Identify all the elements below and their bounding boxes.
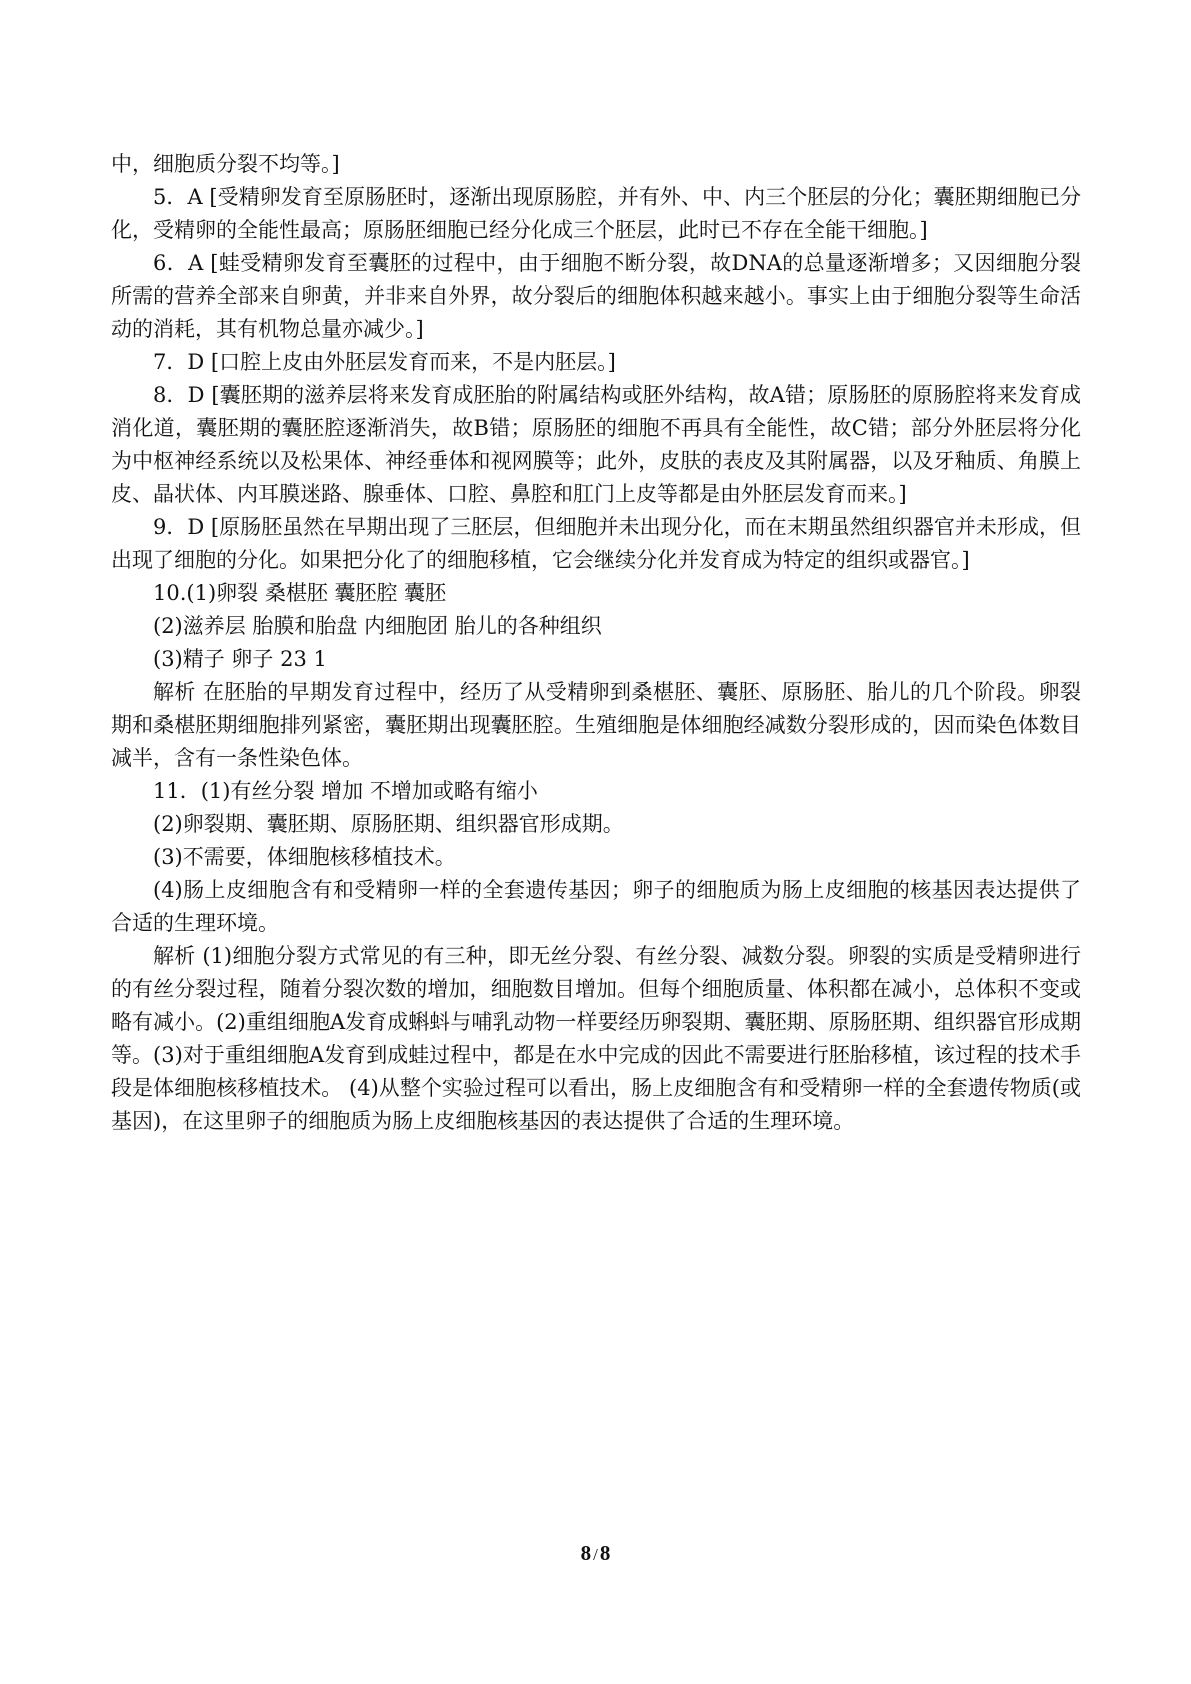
answer-10-part-3: (3)精子 卵子 23 1 xyxy=(153,647,327,671)
answer-10-part-1: 10.(1)卵裂 桑椹胚 囊胚腔 囊胚 xyxy=(153,581,447,605)
answer-7: 7．D [口腔上皮由外胚层发育而来，不是内胚层。] xyxy=(153,350,616,374)
answer-5: 5．A [受精卵发育至原肠胚时，逐渐出现原肠腔，并有外、中、内三个胚层的分化；囊胚期细胞已分化，受精卵的全能性最高；原肠胚细胞已经分化成三个胚层，此时已不存在全能干细胞。] xyxy=(111,185,1082,242)
answer-11-part-1: 11．(1)有丝分裂 增加 不增加或略有缩小 xyxy=(153,779,538,803)
answer-10-part-2: (2)滋养层 胎膜和胎盘 内细胞团 胎儿的各种组织 xyxy=(153,614,602,638)
answer-6: 6．A [蛙受精卵发育至囊胚的过程中，由于细胞不断分裂，故DNA的总量逐渐增多；又因细胞分裂所需的营养全部来自卵黄，并非来自外界，故分裂后的细胞体积越来越小。事实上由于细胞分裂等生命活动的消耗，其有机物总量亦减少。] xyxy=(111,251,1081,341)
answer-8: 8．D [囊胚期的滋养层将来发育成胚胎的附属结构或胚外结构，故A错；原肠胚的原肠腔将来发育成消化道，囊胚期的囊胚腔逐渐消失，故B错；原肠胚的细胞不再具有全能性，故C错；部分外胚层将分化为中枢神经系统以及松果体、神经垂体和视网膜等；此外，皮肤的表皮及其附属器，以及牙釉质、角膜上皮、晶状体、内耳膜迷路、腺垂体、口腔、鼻腔和肛门上皮等都是由外胚层发育而来。] xyxy=(111,383,1081,506)
answer-11-part-4: (4)肠上皮细胞含有和受精卵一样的全套遗传基因；卵子的细胞质为肠上皮细胞的核基因表达提供了合适的生理环境。 xyxy=(111,878,1081,935)
page-number xyxy=(0,1541,1191,1566)
answer-11-part-2: (2)卵裂期、囊胚期、原肠胚期、组织器官形成期。 xyxy=(153,812,624,836)
document-body xyxy=(111,148,1081,1138)
page-separator: / xyxy=(593,1545,598,1564)
total-pages: 8 xyxy=(599,1541,611,1565)
current-page: 8 xyxy=(580,1541,592,1565)
answer-10-explanation: 解析 在胚胎的早期发育过程中，经历了从受精卵到桑椹胚、囊胚、原肠胚、胎儿的几个阶段。卵裂期和桑椹胚期细胞排列紧密，囊胚期出现囊胚腔。生殖细胞是体细胞经减数分裂形成的，因而染色体数目减半，含有一条性染色体。 xyxy=(111,680,1081,770)
answer-11-part-3: (3)不需要，体细胞核移植技术。 xyxy=(153,845,456,869)
answer-9: 9．D [原肠胚虽然在早期出现了三胚层，但细胞并未出现分化，而在末期虽然组织器官并未形成，但出现了细胞的分化。如果把分化了的细胞移植，它会继续分化并发育成为特定的组织或器官。] xyxy=(111,515,1081,572)
answer-11-explanation: 解析 (1)细胞分裂方式常见的有三种，即无丝分裂、有丝分裂、减数分裂。卵裂的实质是受精卵进行的有丝分裂过程，随着分裂次数的增加，细胞数目增加。但每个细胞质量、体积都在减小，总体积不变或略有减小。(2)重组细胞A发育成蝌蚪与哺乳动物一样要经历卵裂期、囊胚期、原肠胚期、组织器官形成期等。(3)对于重组细胞A发育到成蛙过程中，都是在水中完成的因此不需要进行胚胎移植，该过程的技术手段是体细胞核移植技术。 (4)从整个实验过程可以看出，肠上皮细胞含有和受精卵一样的全套遗传物质(或基因)，在这里卵子的细胞质为肠上皮细胞核基因的表达提供了合适的生理环境。 xyxy=(111,944,1081,1133)
answer-4-continuation: 中，细胞质分裂不均等。] xyxy=(111,152,340,176)
